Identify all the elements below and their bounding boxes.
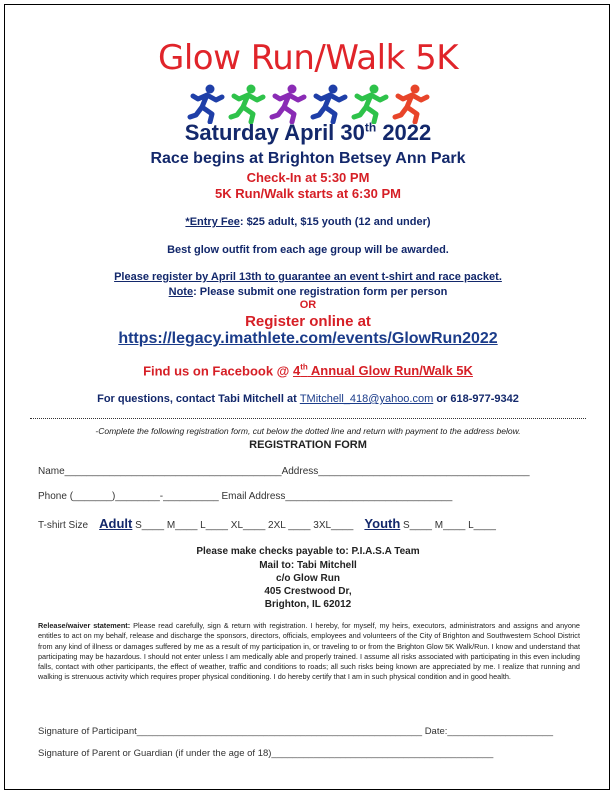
note-label: Note	[168, 286, 194, 298]
runners-illustration	[182, 82, 432, 124]
mail-co: c/o Glow Run	[276, 573, 340, 584]
facebook-num: 4	[292, 363, 301, 379]
mail-street: 405 Crestwood Dr,	[264, 586, 352, 597]
registration-form-heading: REGISTRATION FORM	[249, 439, 367, 451]
tshirt-label: T-shirt Size	[38, 520, 89, 531]
start-time: 5K Run/Walk starts at 6:30 PM	[215, 186, 401, 201]
form-instruction: -Complete the following registration form, cut below the dotted line and return with payment to the address below.	[95, 426, 521, 436]
register-deadline: Please register by April 13th to guarantee an event t-shirt and race packet.	[114, 271, 502, 283]
runner-figure	[395, 85, 427, 123]
checks-payable: Please make checks payable to: P.I.A.S.A Team	[196, 546, 420, 557]
runner-figure	[272, 85, 304, 123]
name-address-field[interactable]: Name_______________________________________Address______________________________________	[38, 466, 530, 477]
entry-fee-text: : $25 adult, $15 youth (12 and under)	[239, 216, 431, 228]
note-text: : Please submit one registration form per person	[193, 286, 448, 298]
event-title: Glow Run/Walk 5K	[157, 38, 458, 78]
date-text: Saturday April 30	[184, 120, 365, 145]
entry-fee	[0, 216, 616, 228]
contact-email[interactable]: TMitchell_418@yahoo.com	[299, 393, 434, 405]
runner-figure	[190, 85, 222, 123]
tshirt-size-row[interactable]	[38, 516, 496, 531]
facebook-sup: th	[300, 363, 308, 372]
check-in-time: Check-In at 5:30 PM	[246, 170, 370, 185]
mail-to: Mail to: Tabi Mitchell	[259, 560, 357, 571]
contact-prefix: For questions, contact Tabi Mitchell at	[97, 393, 300, 405]
entry-fee-label: *Entry Fee	[185, 216, 240, 228]
release-waiver	[38, 621, 580, 683]
register-online: Register online at	[245, 313, 371, 330]
runner-figure	[313, 85, 345, 123]
phone-email-field[interactable]: Phone (_______)________-__________ Email Address______________________________	[38, 491, 453, 502]
one-form-note	[0, 286, 616, 298]
facebook-line	[0, 363, 616, 378]
registration-link[interactable]: https://legacy.imathlete.com/events/GlowRun2022	[118, 330, 498, 347]
mail-city: Brighton, IL 62012	[264, 599, 352, 610]
event-date	[0, 120, 616, 146]
or-text: OR	[299, 299, 317, 311]
release-text: Please read carefully, sign & return with registration. I hereby, for myself, my heirs, executors, administrators and assigns and anyone entitles to act on my behalf, release and discharge the sponsors, directors, officials, employees and volunteers of the City of Brighton and Southwestern School District from any kind of illness or damages suffered by me as a result of my participation in, or traveling to or from the Brighton Glow 5K Walk/Run. I know and understand that participating may be hazardous. I should not enter unless I am medically able and properly trained. I assume all risks associated with participating in this even including falls, contact with other participants, the effect of weather, traffic and conditions to roads; all such risks being known are appreciated by me. I realize that running and walking is strenuous activity which requires proper physical conditioning. I do hereby certify that I am in such physical condition and in good health.	[38, 621, 580, 682]
date-suffix: th	[364, 120, 377, 135]
contact-suffix: or 618-977-9342	[433, 393, 519, 405]
facebook-name: Annual Glow Run/Walk 5K	[307, 363, 473, 379]
youth-label: Youth	[364, 516, 401, 531]
adult-sizes[interactable]: S____ M____ L____ XL____ 2XL ____ 3XL____	[132, 520, 354, 531]
contact-line	[0, 393, 616, 405]
guardian-signature-field[interactable]: Signature of Parent or Guardian (if under the age of 18)__________________________________________	[38, 748, 494, 759]
facebook-prefix: Find us on Facebook @	[143, 363, 293, 379]
award-note: Best glow outfit from each age group will be awarded.	[167, 244, 449, 256]
date-year: 2022	[376, 120, 432, 145]
release-label: Release/waiver statement:	[38, 621, 131, 630]
participant-signature-field[interactable]: Signature of Participant______________________________________________________ Date:____________________	[38, 726, 554, 737]
runner-figure	[231, 85, 263, 123]
runner-figure	[354, 85, 386, 123]
facebook-page[interactable]	[293, 363, 473, 378]
cut-line	[30, 418, 586, 419]
adult-label: Adult	[99, 516, 133, 531]
youth-sizes[interactable]: S____ M____ L____	[400, 520, 496, 531]
race-location: Race begins at Brighton Betsey Ann Park	[150, 150, 466, 167]
